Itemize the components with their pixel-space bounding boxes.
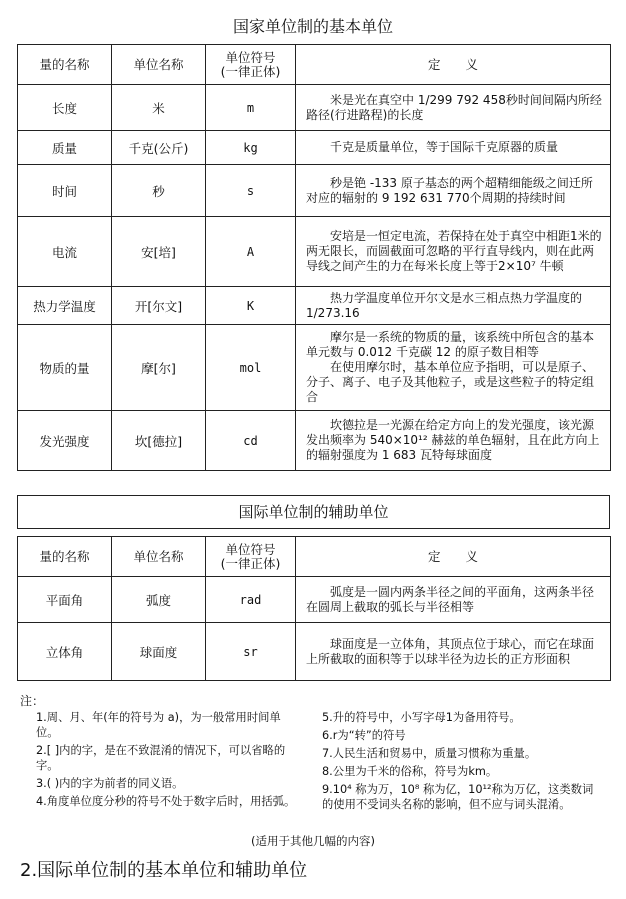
column-header: 量的名称 xyxy=(18,537,112,577)
unit-symbol-cell: m xyxy=(206,85,296,131)
unit-name-cell: 坎[德拉] xyxy=(112,411,206,471)
definition-cell xyxy=(296,287,611,325)
definition-paragraph: 安培是一恒定电流，若保持在处于真空中相距1米的两无限长，而圆截面可忽略的平行直导线内，则在此两导线之间产生的力在每米长度上等于2×10⁷ 牛顿 xyxy=(306,229,602,273)
quantity-cell: 物质的量 xyxy=(18,325,112,411)
notes-left-column xyxy=(36,710,296,812)
table-row xyxy=(18,131,611,165)
unit-symbol-cell: A xyxy=(206,217,296,287)
note-item: 9.10⁴ 称为万，10⁸ 称为亿，10¹²称为万亿，这类数词的使用不受词头名称的影响，但不应与词头混淆。 xyxy=(322,783,594,811)
section-heading: 2.国际单位制的基本单位和辅助单位 xyxy=(20,860,308,881)
quantity-cell: 立体角 xyxy=(18,623,112,681)
note-item: 2.[ ]内的字，是在不致混淆的情况下，可以省略的字。 xyxy=(36,744,286,772)
unit-name-cell: 开[尔文] xyxy=(112,287,206,325)
column-header: 单位符号 (一律正体) xyxy=(206,537,296,577)
unit-name-cell: 安[培] xyxy=(112,217,206,287)
column-header: 定 义 xyxy=(296,537,611,577)
unit-symbol-cell: kg xyxy=(206,131,296,165)
quantity-cell: 发光强度 xyxy=(18,411,112,471)
header-row xyxy=(18,537,611,577)
unit-name-cell: 米 xyxy=(112,85,206,131)
quantity-cell: 长度 xyxy=(18,85,112,131)
table-row xyxy=(18,85,611,131)
note-item: 4.角度单位度分秒的符号不处于数字后时，用括弧。 xyxy=(36,795,296,808)
table-row xyxy=(18,325,611,411)
definition-cell xyxy=(296,623,611,681)
note-item: 7.人民生活和贸易中，质量习惯称为重量。 xyxy=(322,747,537,760)
note-item: 6.r为“转”的符号 xyxy=(322,729,406,742)
unit-symbol-cell: K xyxy=(206,287,296,325)
table1-title: 国家单位制的基本单位 xyxy=(232,17,393,36)
unit-symbol-cell: mol xyxy=(206,325,296,411)
definition-cell xyxy=(296,165,611,217)
definition-cell xyxy=(296,325,611,411)
definition-paragraph: 坎德拉是一光源在给定方向上的发光强度，该光源发出频率为 540×10¹² 赫兹的单色辐射，且在此方向上的辐射强度为 1 683 瓦特每球面度 xyxy=(306,418,600,462)
supplementary-units-table xyxy=(17,536,611,681)
unit-name-cell: 千克(公斤) xyxy=(112,131,206,165)
definition-paragraph: 千克是质量单位，等于国际千克原器的质量 xyxy=(330,140,559,154)
unit-name-cell: 球面度 xyxy=(112,623,206,681)
column-header: 定 义 xyxy=(296,45,611,85)
definition-paragraph: 秒是铯 -133 原子基态的两个超精细能级之间迁所对应的辐射的 9 192 631 770个周期的持续时间 xyxy=(306,175,593,205)
notes-footer: (适用于其他几幅的内容) xyxy=(251,834,375,848)
unit-name-cell: 弧度 xyxy=(112,577,206,623)
note-item: 3.( )内的字为前者的同义语。 xyxy=(36,777,184,790)
unit-name-cell: 摩[尔] xyxy=(112,325,206,411)
notes-title: 注： xyxy=(20,694,45,708)
quantity-cell: 电流 xyxy=(18,217,112,287)
definition-paragraph: 米是光在真空中 1/299 792 458秒时间间隔内所经路径(行进路程)的长度 xyxy=(306,92,602,122)
table-row xyxy=(18,623,611,681)
quantity-cell: 时间 xyxy=(18,165,112,217)
quantity-cell: 平面角 xyxy=(18,577,112,623)
unit-symbol-cell: rad xyxy=(206,577,296,623)
definition-cell xyxy=(296,411,611,471)
definition-paragraph: 弧度是一圆内两条半径之间的平面角，这两条半径在圆周上截取的弧长与半径相等 xyxy=(306,584,595,614)
quantity-cell: 热力学温度 xyxy=(18,287,112,325)
definition-paragraph: 在使用摩尔时，基本单位应予指明，可以是原子、分子、离子、电子及其他粒子，或是这些粒子的特定组合 xyxy=(306,360,595,404)
definition-paragraph: 摩尔是一系统的物质的量，该系统中所包含的基本单元数与 0.012 千克碳 12 的原子数目相等 xyxy=(306,330,595,359)
column-header: 单位名称 xyxy=(112,537,206,577)
note-item: 1.周、月、年(年的符号为 a)，为一般常用时间单位。 xyxy=(36,711,281,739)
note-item: 5.升的符号中，小写字母1为备用符号。 xyxy=(322,711,521,724)
column-header: 量的名称 xyxy=(18,45,112,85)
definition-cell xyxy=(296,577,611,623)
unit-symbol-cell: sr xyxy=(206,623,296,681)
definition-paragraph: 热力学温度单位开尔文是水三相点热力学温度的1/273.16 xyxy=(306,290,583,320)
notes-right-column xyxy=(322,710,602,815)
unit-symbol-cell: s xyxy=(206,165,296,217)
table2-title: 国际单位制的辅助单位 xyxy=(17,495,610,529)
quantity-cell: 质量 xyxy=(18,131,112,165)
unit-symbol-cell: cd xyxy=(206,411,296,471)
column-header: 单位符号 (一律正体) xyxy=(206,45,296,85)
definition-paragraph: 球面度是一立体角，其顶点位于球心，而它在球面上所截取的面积等于以球半径为边长的正方形面积 xyxy=(306,636,595,666)
unit-name-cell: 秒 xyxy=(112,165,206,217)
table-row xyxy=(18,411,611,471)
base-units-table xyxy=(17,44,611,471)
definition-cell xyxy=(296,217,611,287)
table-row xyxy=(18,217,611,287)
definition-cell xyxy=(296,131,611,165)
table-row xyxy=(18,287,611,325)
column-header: 单位名称 xyxy=(112,45,206,85)
definition-cell xyxy=(296,85,611,131)
note-item: 8.公里为千米的俗称，符号为km。 xyxy=(322,765,498,778)
header-row xyxy=(18,45,611,85)
table-row xyxy=(18,165,611,217)
table-row xyxy=(18,577,611,623)
